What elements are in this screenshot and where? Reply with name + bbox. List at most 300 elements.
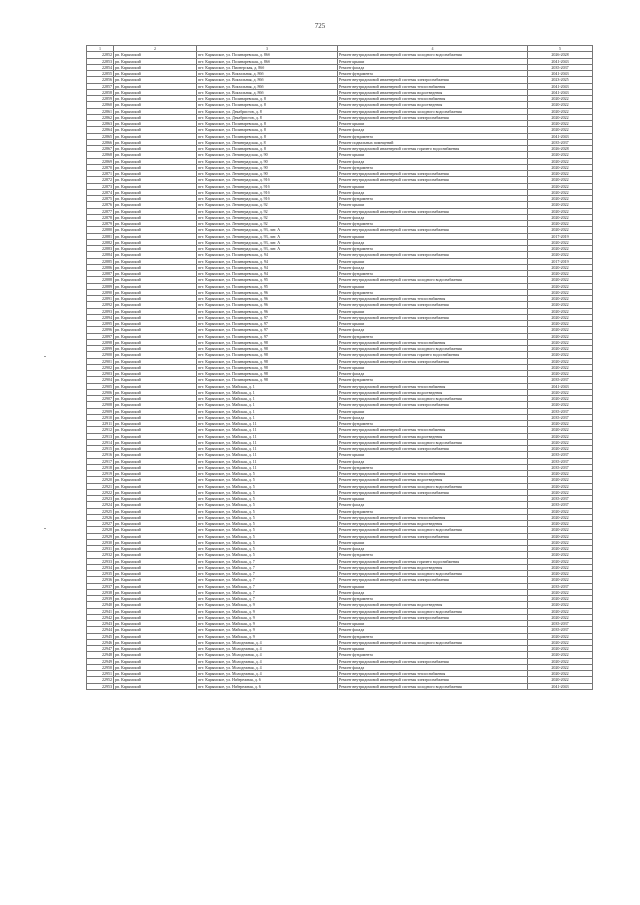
work-type-cell: Ремонт фундамента [338,596,528,602]
address-cell: пгт. Карымское, ул. Майская, д. 9 [197,621,338,627]
row-number-cell: 22881 [87,233,114,239]
work-type-cell: Ремонт фасада [338,414,528,420]
work-type-cell: Ремонт внутридомовой инженерной системы электроснабжения [338,77,528,83]
row-number-cell: 22901 [87,358,114,364]
work-type-cell: Ремонт фасада [338,664,528,670]
address-cell: пгт. Карымское, ул. Полинаревская, д. 98 [197,364,338,370]
municipality-cell: рп. Карымский [114,477,197,483]
municipality-cell: рп. Карымский [114,546,197,552]
period-cell: 2041-2043 [528,683,593,689]
address-cell: пгт. Карымское, ул. Майская, д. 5 [197,477,338,483]
municipality-cell: рп. Карымский [114,521,197,527]
municipality-cell: рп. Карымский [114,633,197,639]
period-cell: 2020-2022 [528,208,593,214]
row-number-cell: 22953 [87,683,114,689]
municipality-cell: рп. Карымский [114,214,197,220]
municipality-cell: рп. Карымский [114,333,197,339]
address-cell: пгт. Карымское, ул. Вокзальная, д. 86б [197,83,338,89]
row-number-cell: 22869 [87,158,114,164]
work-type-cell: Ремонт внутридомовой инженерной системы горячего водоснабжения [338,352,528,358]
period-cell: 2035-2037 [528,458,593,464]
column-header: 3 [197,46,338,52]
address-cell: пгт. Карымское, ул. Вокзальная, д. 86б [197,77,338,83]
row-number-cell: 22947 [87,646,114,652]
work-type-cell: Ремонт фасада [338,371,528,377]
row-number-cell: 22913 [87,433,114,439]
work-type-cell: Ремонт внутридомовой инженерной системы водоотведения [338,89,528,95]
row-number-cell: 22950 [87,664,114,670]
work-type-cell: Ремонт фундамента [338,633,528,639]
period-cell: 2035-2037 [528,621,593,627]
row-number-cell: 22871 [87,171,114,177]
address-cell: пгт. Карымское, ул. Майская, д. 5 [197,514,338,520]
period-cell: 2020-2022 [528,177,593,183]
row-number-cell: 22852 [87,52,114,58]
row-number-cell: 22853 [87,58,114,64]
address-cell: пгт. Карымское, ул. Майская, д. 11 [197,452,338,458]
row-number-cell: 22908 [87,402,114,408]
work-type-cell: Ремонт крыши [338,283,528,289]
address-cell: пгт. Карымское, ул. Полинаревская, д. 98 [197,339,338,345]
row-number-cell: 22944 [87,627,114,633]
address-cell: пгт. Карымское, ул. Майская, д. 9 [197,633,338,639]
work-type-cell: Ремонт внутридомовой инженерной системы теплоснабжения [338,383,528,389]
row-number-cell: 22883 [87,246,114,252]
work-type-cell: Ремонт крыши [338,233,528,239]
work-type-cell: Ремонт фундамента [338,464,528,470]
work-type-cell: Ремонт внутридомовой инженерной системы холодного водоснабжения [338,396,528,402]
period-cell: 2035-2037 [528,377,593,383]
address-cell: пгт. Карымское, ул. Майская, д. 9 [197,602,338,608]
municipality-cell: рп. Карымский [114,427,197,433]
table-row [87,683,593,689]
municipality-cell: рп. Карымский [114,446,197,452]
municipality-cell: рп. Карымский [114,514,197,520]
address-cell: пгт. Карымское, ул. Полинаревская, д. 96 [197,308,338,314]
address-cell: пгт. Карымское, ул. Ленинградская, д. 92 [197,202,338,208]
period-cell: 2020-2022 [528,508,593,514]
work-type-cell: Ремонт внутридомовой инженерной системы горячего водоснабжения [338,146,528,152]
address-cell: пгт. Карымское, ул. Полинаревская, д. 96 [197,296,338,302]
period-cell: 2020-2022 [528,227,593,233]
municipality-cell: рп. Карымский [114,171,197,177]
period-cell: 2026-2028 [528,52,593,58]
address-cell: пгт. Карымское, ул. Майская, д. 5 [197,489,338,495]
row-number-cell: 22878 [87,214,114,220]
municipality-cell: рп. Карымский [114,102,197,108]
municipality-cell: рп. Карымский [114,377,197,383]
period-cell: 2020-2022 [528,264,593,270]
period-cell: 2020-2022 [528,489,593,495]
period-cell: 2020-2022 [528,214,593,220]
municipality-cell: рп. Карымский [114,464,197,470]
work-type-cell: Ремонт внутридомовой инженерной системы холодного водоснабжения [338,439,528,445]
row-number-cell: 22887 [87,271,114,277]
municipality-cell: рп. Карымский [114,64,197,70]
municipality-cell: рп. Карымский [114,402,197,408]
address-cell: пгт. Карымское, ул. Майская, д. 11 [197,464,338,470]
row-number-cell: 22868 [87,152,114,158]
period-cell: 2020-2022 [528,308,593,314]
work-type-cell: Ремонт крыши [338,58,528,64]
address-cell: пгт. Карымское, ул. Майская, д. 5 [197,533,338,539]
period-cell: 2020-2022 [528,221,593,227]
work-type-cell: Ремонт крыши [338,202,528,208]
address-cell: пгт. Карымское, ул. Ленинградская, д. 93, лит. А [197,239,338,245]
address-cell: пгт. Карымское, ул. Майская, д. 11 [197,439,338,445]
municipality-cell: рп. Карымский [114,327,197,333]
work-type-cell: Ремонт внутридомовой инженерной системы электроснабжения [338,677,528,683]
period-cell: 2020-2022 [528,589,593,595]
work-type-cell: Ремонт внутридомовой инженерной системы электроснабжения [338,446,528,452]
address-cell: пгт. Карымское, ул. Майская, д. 7 [197,589,338,595]
municipality-cell: рп. Карымский [114,227,197,233]
work-type-cell: Ремонт крыши [338,452,528,458]
period-cell: 2020-2022 [528,527,593,533]
work-type-cell: Ремонт внутридомовой инженерной системы холодного водоснабжения [338,277,528,283]
work-type-cell: Ремонт крыши [338,152,528,158]
work-type-cell: Ремонт внутридомовой инженерной системы электроснабжения [338,114,528,120]
work-type-cell: Ремонт подвальных помещений [338,139,528,145]
municipality-cell: рп. Карымский [114,496,197,502]
work-type-cell: Ремонт фундамента [338,71,528,77]
work-type-cell: Ремонт внутридомовой инженерной системы электроснабжения [338,402,528,408]
row-number-cell: 22880 [87,227,114,233]
row-number-cell: 22932 [87,552,114,558]
work-type-cell: Ремонт крыши [338,496,528,502]
period-cell: 2020-2022 [528,158,593,164]
row-number-cell: 22914 [87,439,114,445]
work-type-cell: Ремонт крыши [338,183,528,189]
work-type-cell: Ремонт крыши [338,321,528,327]
work-type-cell: Ремонт фундамента [338,421,528,427]
period-cell: 2020-2022 [528,302,593,308]
municipality-cell: рп. Карымский [114,358,197,364]
period-cell: 2035-2037 [528,452,593,458]
work-type-cell: Ремонт внутридомовой инженерной системы электроснабжения [338,177,528,183]
work-type-cell: Ремонт внутридомовой инженерной системы электроснабжения [338,314,528,320]
row-number-cell: 22857 [87,83,114,89]
work-type-cell: Ремонт внутридомовой инженерной системы водоотведения [338,602,528,608]
period-cell: 2020-2022 [528,183,593,189]
work-type-cell: Ремонт внутридомовой инженерной системы электроснабжения [338,577,528,583]
period-cell: 2035-2037 [528,464,593,470]
address-cell: пгт. Карымское, ул. Полинаревская, д. 97 [197,327,338,333]
period-cell: 2020-2022 [528,614,593,620]
row-number-cell: 22859 [87,96,114,102]
work-type-cell: Ремонт внутридомовой инженерной системы водоотведения [338,477,528,483]
row-number-cell: 22937 [87,583,114,589]
period-cell: 2020-2022 [528,396,593,402]
work-type-cell: Ремонт фасада [338,458,528,464]
municipality-cell: рп. Карымский [114,202,197,208]
work-type-cell: Ремонт фасада [338,627,528,633]
address-cell: пгт. Карымское, ул. Полинаревская, д. 95 [197,283,338,289]
work-type-cell: Ремонт фундамента [338,508,528,514]
period-cell: 2020-2022 [528,521,593,527]
row-number-cell: 22900 [87,352,114,358]
address-cell: пгт. Карымское, ул. Майская, д. 11 [197,433,338,439]
address-cell: пгт. Карымское, ул. Майская, д. 1 [197,402,338,408]
address-cell: пгт. Карымское, ул. Ленинградская, д. 90 [197,158,338,164]
period-cell: 2041-2043 [528,383,593,389]
work-type-cell: Ремонт внутридомовой инженерной системы электроснабжения [338,533,528,539]
address-cell: пгт. Карымское, ул. Майская, д. 7 [197,564,338,570]
period-cell: 2035-2037 [528,139,593,145]
municipality-cell: рп. Карымский [114,296,197,302]
municipality-cell: рп. Карымский [114,414,197,420]
work-type-cell: Ремонт фундамента [338,652,528,658]
period-cell: 2035-2037 [528,502,593,508]
work-type-cell: Ремонт фасада [338,64,528,70]
row-number-cell: 22890 [87,289,114,295]
period-cell: 2020-2022 [528,471,593,477]
work-type-cell: Ремонт фундамента [338,221,528,227]
period-cell: 2020-2022 [528,421,593,427]
address-cell: пгт. Карымское, ул. Майская, д. 1 [197,396,338,402]
address-cell: пгт. Карымское, ул. Майская, д. 5 [197,552,338,558]
work-type-cell: Ремонт крыши [338,121,528,127]
municipality-cell: рп. Карымский [114,233,197,239]
period-cell: 2020-2022 [528,171,593,177]
municipality-cell: рп. Карымский [114,558,197,564]
address-cell: пгт. Карымское, ул. Майская, д. 1 [197,414,338,420]
address-cell: пгт. Карымское, ул. Майская, д. 5 [197,521,338,527]
municipality-cell: рп. Карымский [114,408,197,414]
address-cell: пгт. Карымское, ул. Майская, д. 1 [197,383,338,389]
address-cell: пгт. Карымское, ул. Полинаревская, д. 97 [197,314,338,320]
municipality-cell: рп. Карымский [114,271,197,277]
municipality-cell: рп. Карымский [114,308,197,314]
work-type-cell: Ремонт внутридомовой инженерной системы горячего водоснабжения [338,558,528,564]
row-number-cell: 22866 [87,139,114,145]
address-cell: пгт. Карымское, ул. Полинаревская, д. 96 [197,302,338,308]
period-cell: 2020-2022 [528,514,593,520]
row-number-cell: 22863 [87,121,114,127]
row-number-cell: 22923 [87,496,114,502]
period-cell: 2020-2022 [528,633,593,639]
work-type-cell: Ремонт внутридомовой инженерной системы холодного водоснабжения [338,108,528,114]
municipality-cell: рп. Карымский [114,533,197,539]
period-cell: 2041-2043 [528,89,593,95]
address-cell: пгт. Карымское, ул. Декабристов, д. 8 [197,108,338,114]
row-number-cell: 22894 [87,314,114,320]
municipality-cell: рп. Карымский [114,277,197,283]
address-cell: пгт. Карымское, ул. Ленинградская, д. 91б [197,189,338,195]
period-cell: 2020-2022 [528,389,593,395]
work-type-cell: Ремонт крыши [338,258,528,264]
row-number-cell: 22893 [87,308,114,314]
municipality-cell: рп. Карымский [114,71,197,77]
address-cell: пгт. Карымское, ул. Майская, д. 5 [197,527,338,533]
municipality-cell: рп. Карымский [114,458,197,464]
address-cell: пгт. Карымское, ул. Полинаревская, д. 86б [197,52,338,58]
row-number-cell: 22861 [87,108,114,114]
municipality-cell: рп. Карымский [114,364,197,370]
work-type-cell: Ремонт фундамента [338,377,528,383]
row-number-cell: 22925 [87,508,114,514]
address-cell: пгт. Карымское, ул. Полинаревская, д. 8 [197,127,338,133]
address-cell: пгт. Карымское, ул. Полинаревская, д. 98 [197,371,338,377]
municipality-cell: рп. Карымский [114,164,197,170]
address-cell: пгт. Карымское, ул. Майская, д. 9 [197,608,338,614]
address-cell: пгт. Карымское, ул. Ленинградская, д. 8 [197,139,338,145]
row-number-cell: 22948 [87,652,114,658]
address-cell: пгт. Карымское, ул. Майская, д. 5 [197,483,338,489]
row-number-cell: 22924 [87,502,114,508]
row-number-cell: 22931 [87,546,114,552]
municipality-cell: рп. Карымский [114,571,197,577]
address-cell: пгт. Карымское, ул. Полинаревская, д. 8 [197,96,338,102]
row-number-cell: 22941 [87,608,114,614]
municipality-cell: рп. Карымский [114,389,197,395]
period-cell: 2020-2022 [528,189,593,195]
period-cell: 2020-2022 [528,333,593,339]
municipality-cell: рп. Карымский [114,89,197,95]
address-cell: пгт. Карымское, ул. Молодежная, д. 4 [197,671,338,677]
period-cell: 2041-2043 [528,71,593,77]
period-cell: 2035-2037 [528,408,593,414]
work-type-cell: Ремонт внутридомовой инженерной системы электроснабжения [338,658,528,664]
period-cell: 2035-2037 [528,496,593,502]
address-cell: пгт. Карымское, ул. Полинаревская, д. 97 [197,321,338,327]
work-type-cell: Ремонт внутридомовой инженерной системы водоотведения [338,389,528,395]
repair-schedule-table [86,45,593,690]
row-number-cell: 22874 [87,189,114,195]
row-number-cell: 22921 [87,483,114,489]
page-number: 725 [314,22,326,30]
work-type-cell: Ремонт фундамента [338,289,528,295]
address-cell: пгт. Карымское, ул. Молодежная, д. 4 [197,658,338,664]
work-type-cell: Ремонт внутридомовой инженерной системы теплоснабжения [338,427,528,433]
work-type-cell: Ремонт внутридомовой инженерной системы холодного водоснабжения [338,571,528,577]
municipality-cell: рп. Карымский [114,621,197,627]
work-type-cell: Ремонт фасада [338,546,528,552]
municipality-cell: рп. Карымский [114,352,197,358]
address-cell: пгт. Карымское, ул. Набережная, д. 6 [197,683,338,689]
work-type-cell: Ремонт фундамента [338,246,528,252]
row-number-cell: 22896 [87,327,114,333]
row-number-cell: 22927 [87,521,114,527]
period-cell: 2026-2028 [528,146,593,152]
row-number-cell: 22882 [87,239,114,245]
work-type-cell: Ремонт фасада [338,239,528,245]
work-type-cell: Ремонт внутридомовой инженерной системы электроснабжения [338,614,528,620]
row-number-cell: 22884 [87,252,114,258]
address-cell: пгт. Карымское, ул. Ленинградская, д. 93, лит. А [197,233,338,239]
row-number-cell: 22885 [87,258,114,264]
row-number-cell: 22895 [87,321,114,327]
address-cell: пгт. Карымское, ул. Молодежная, д. 4 [197,646,338,652]
row-number-cell: 22911 [87,421,114,427]
row-number-cell: 22933 [87,558,114,564]
municipality-cell: рп. Карымский [114,396,197,402]
municipality-cell: рп. Карымский [114,208,197,214]
period-cell: 2020-2022 [528,564,593,570]
period-cell: 2020-2022 [528,296,593,302]
work-type-cell: Ремонт внутридомовой инженерной системы водоотведения [338,102,528,108]
municipality-cell: рп. Карымский [114,139,197,145]
work-type-cell: Ремонт внутридомовой инженерной системы холодного водоснабжения [338,483,528,489]
period-cell: 2041-2043 [528,83,593,89]
row-number-cell: 22936 [87,577,114,583]
address-cell: пгт. Карымское, ул. Ленинградская, д. 93, лит. А [197,227,338,233]
period-cell: 2020-2022 [528,677,593,683]
work-type-cell: Ремонт внутридомовой инженерной системы теплоснабжения [338,296,528,302]
address-cell: пгт. Карымское, ул. Полинаревская, д. 8 [197,121,338,127]
period-cell: 2020-2022 [528,127,593,133]
period-cell: 2020-2022 [528,114,593,120]
row-number-cell: 22912 [87,427,114,433]
address-cell: пгт. Карымское, ул. Вокзальная, д. 86б [197,89,338,95]
work-type-cell: Ремонт внутридомовой инженерной системы холодного водоснабжения [338,346,528,352]
period-cell: 2020-2022 [528,664,593,670]
row-number-cell: 22873 [87,183,114,189]
address-cell: пгт. Карымское, ул. Полинаревская, д. 95 [197,277,338,283]
municipality-cell: рп. Карымский [114,527,197,533]
row-number-cell: 22872 [87,177,114,183]
work-type-cell: Ремонт внутридомовой инженерной системы водоотведения [338,433,528,439]
municipality-cell: рп. Карымский [114,264,197,270]
address-cell: пгт. Карымское, ул. Вокзальная, д. 86б [197,71,338,77]
period-cell: 2020-2022 [528,239,593,245]
municipality-cell: рп. Карымский [114,314,197,320]
municipality-cell: рп. Карымский [114,677,197,683]
period-cell: 2020-2022 [528,152,593,158]
municipality-cell: рп. Карымский [114,158,197,164]
municipality-cell: рп. Карымский [114,108,197,114]
address-cell: пгт. Карымское, ул. Ленинградская, д. 91б [197,196,338,202]
period-cell: 2017-2019 [528,233,593,239]
address-cell: пгт. Карымское, ул. Майская, д. 7 [197,558,338,564]
period-cell: 2020-2022 [528,321,593,327]
period-cell: 2041-2043 [528,133,593,139]
municipality-cell: рп. Карымский [114,589,197,595]
column-header: 5 [528,46,593,52]
address-cell: пгт. Карымское, ул. Майская, д. 1 [197,389,338,395]
period-cell: 2020-2022 [528,346,593,352]
row-number-cell: 22907 [87,396,114,402]
column-header: 1 [87,46,114,52]
period-cell: 2020-2022 [528,439,593,445]
period-cell: 2020-2022 [528,652,593,658]
address-cell: пгт. Карымское, ул. Майская, д. 7 [197,571,338,577]
municipality-cell: рп. Карымский [114,471,197,477]
address-cell: пгт. Карымское, ул. Майская, д. 11 [197,427,338,433]
municipality-cell: рп. Карымский [114,283,197,289]
address-cell: пгт. Карымское, ул. Майская, д. 1 [197,408,338,414]
work-type-cell: Ремонт фасада [338,189,528,195]
period-cell: 2020-2022 [528,252,593,258]
period-cell: 2023-2025 [528,77,593,83]
municipality-cell: рп. Карымский [114,614,197,620]
municipality-cell: рп. Карымский [114,146,197,152]
address-cell: пгт. Карымское, ул. Полинаревская, д. 98 [197,358,338,364]
work-type-cell: Ремонт крыши [338,364,528,370]
row-number-cell: 22892 [87,302,114,308]
address-cell: пгт. Карымское, ул. Полинаревская, д. 96 [197,289,338,295]
work-type-cell: Ремонт внутридомовой инженерной системы водоотведения [338,564,528,570]
period-cell: 2020-2022 [528,289,593,295]
period-cell: 2020-2022 [528,352,593,358]
row-number-cell: 22934 [87,564,114,570]
municipality-cell: рп. Карымский [114,552,197,558]
row-number-cell: 22904 [87,377,114,383]
row-number-cell: 22910 [87,414,114,420]
row-number-cell: 22906 [87,389,114,395]
municipality-cell: рп. Карымский [114,671,197,677]
row-number-cell: 22855 [87,71,114,77]
